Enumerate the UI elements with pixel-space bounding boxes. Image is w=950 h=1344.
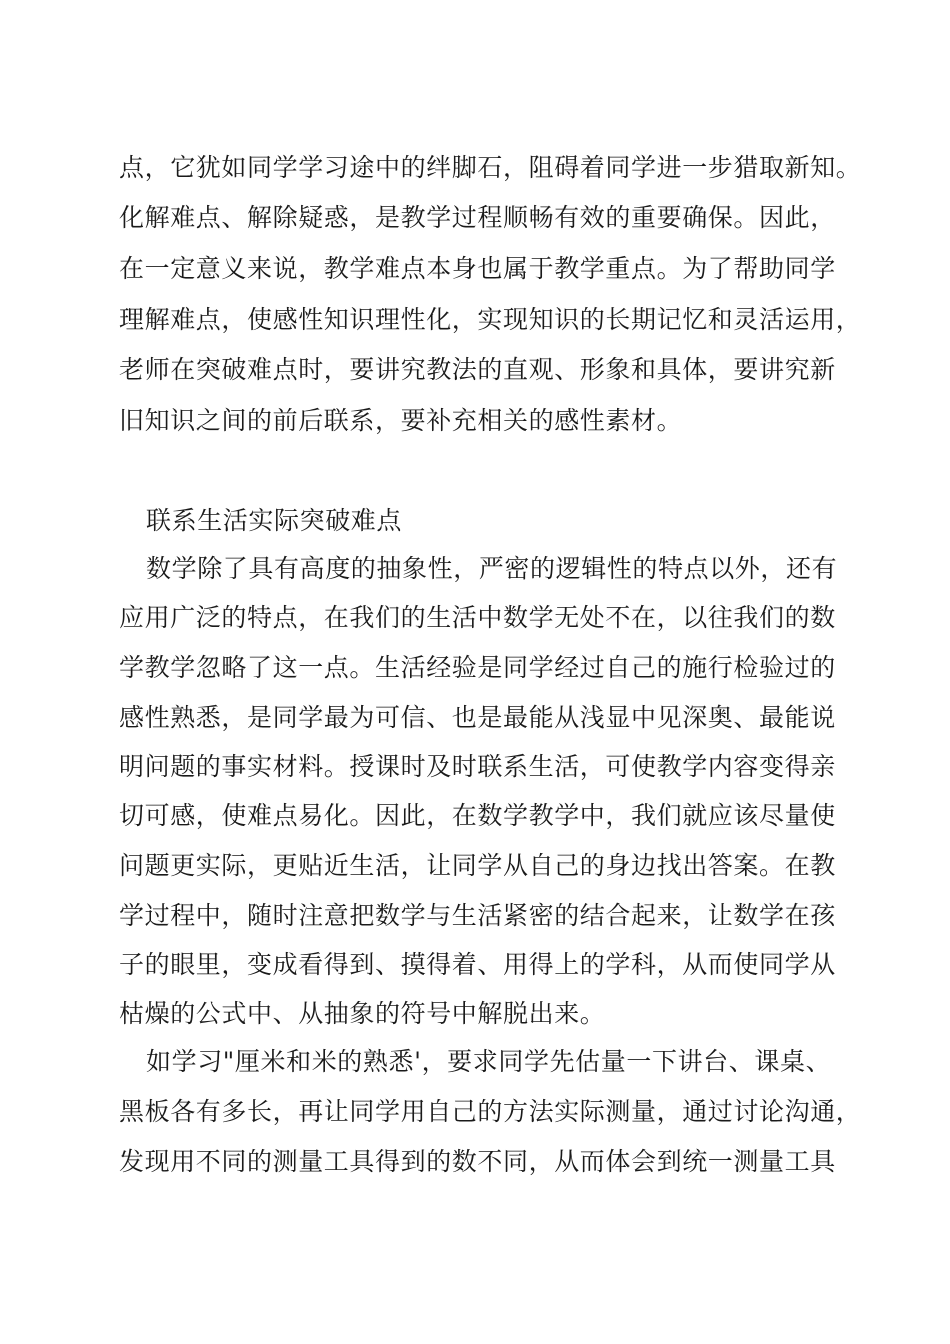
text-line: 子的眼里，变成看得到、摸得着、用得上的学科，从而使同学从 [119, 950, 836, 979]
text-line: 发现用不同的测量工具得到的数不同，从而体会到统一测量工具 [119, 1147, 836, 1176]
text-line: 黑板各有多长，再让同学用自己的方法实际测量，通过讨论沟通， [119, 1097, 862, 1126]
text-line: 旧知识之间的前后联系，要补充相关的感性素材。 [119, 406, 683, 435]
text-line: 在一定意义来说，教学难点本身也属于教学重点。为了帮助同学 [119, 254, 836, 283]
text-line: 理解难点，使感性知识理性化，实现知识的长期记忆和灵活运用， [119, 305, 862, 334]
text-line: 切可感，使难点易化。因此，在数学教学中，我们就应该尽量使 [119, 801, 836, 830]
text-line: 数学除了具有高度的抽象性，严密的逻辑性的特点以外，还有 [146, 554, 838, 583]
text-line: 点，它犹如同学学习途中的绊脚石，阻碍着同学进一步猎取新知。 [119, 153, 862, 182]
text-line: 应用广泛的特点，在我们的生活中数学无处不在，以往我们的数 [119, 603, 836, 632]
section-heading: 联系生活实际突破难点 [146, 506, 403, 535]
text-line: 问题更实际，更贴近生活，让同学从自己的身边找出答案。在教 [119, 851, 836, 880]
text-line: 明问题的事实材料。授课时及时联系生活，可使教学内容变得亲 [119, 752, 836, 781]
text-line: 学教学忽略了这一点。生活经验是同学经过自己的施行检验过的 [119, 653, 836, 682]
text-line: 枯燥的公式中、从抽象的符号中解脱出来。 [119, 999, 606, 1028]
text-line: 如学习"厘米和米的熟悉'，要求同学先估量一下讲台、课桌、 [146, 1047, 832, 1076]
text-line: 老师在突破难点时，要讲究教法的直观、形象和具体，要讲究新 [119, 355, 836, 384]
text-line: 感性熟悉，是同学最为可信、也是最能从浅显中见深奥、最能说 [119, 703, 836, 732]
text-line: 学过程中，随时注意把数学与生活紧密的结合起来，让数学在孩 [119, 901, 836, 930]
text-line: 化解难点、解除疑惑，是教学过程顺畅有效的重要确保。因此， [119, 203, 836, 232]
